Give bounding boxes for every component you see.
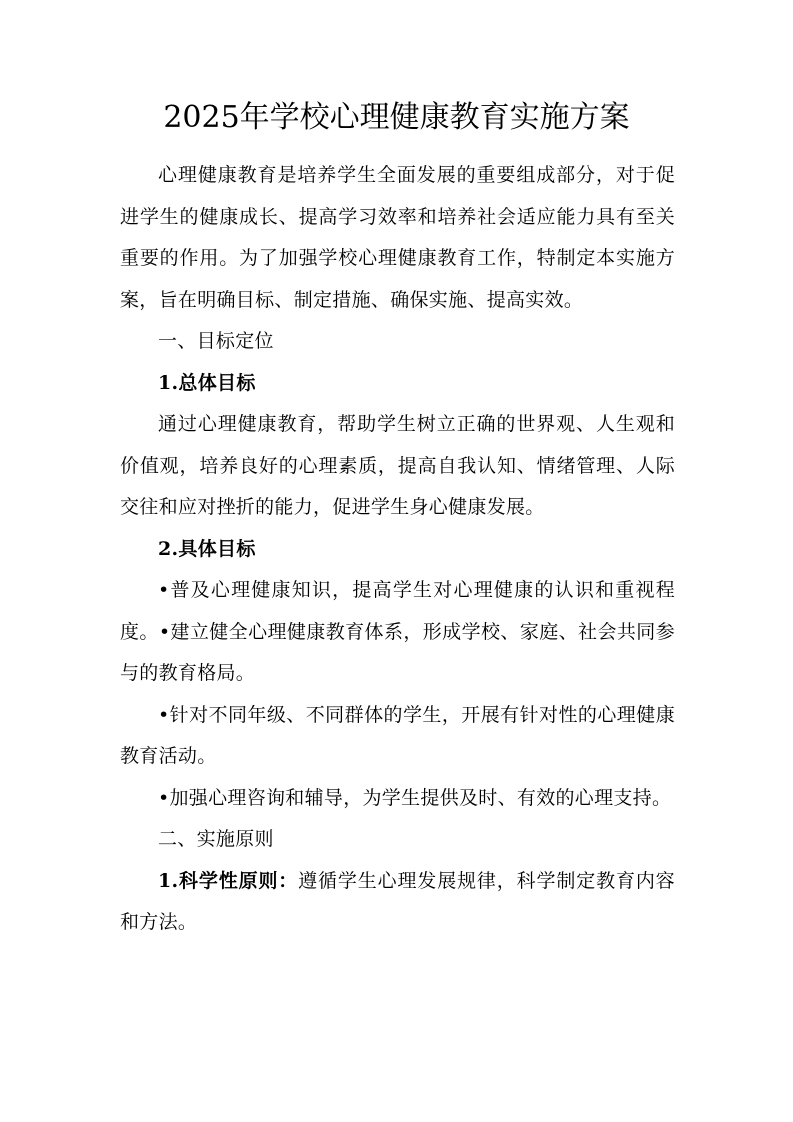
document-title: 2025年学校心理健康教育实施方案 <box>163 100 630 135</box>
subheading-specific-goals: 2.具体目标 <box>158 537 256 560</box>
principle-text: 遵循学生心理发展规律，科学制定教育内容和方法。 <box>120 869 675 933</box>
intro-paragraph: 心理健康教育是培养学生全面发展的重要组成部分，对于促进学生的健康成长、提高学习效率和培养社会适应能力具有至关重要的作用。为了加强学校心理健康教育工作，特制定本实施方案，旨在明确目标、制定措施、确保实施、提高实效。 <box>120 164 675 311</box>
bullet-paragraph-2: •针对不同年级、不同群体的学生，开展有针对性的心理健康教育活动。 <box>120 703 675 767</box>
document-body <box>120 155 675 944</box>
section-heading-goals: 一、目标定位 <box>158 330 274 352</box>
subheading-overall-goal: 1.总体目标 <box>158 371 256 394</box>
section-heading-principles: 二、实施原则 <box>158 828 274 850</box>
principle-label: 1.科学性原则： <box>158 869 299 892</box>
overall-goal-paragraph: 通过心理健康教育，帮助学生树立正确的世界观、人生观和价值观，培养良好的心理素质，提高自我认知、情绪管理、人际交往和应对挫折的能力，促进学生身心健康发展。 <box>120 413 675 518</box>
bullet-paragraph-3: •加强心理咨询和辅导，为学生提供及时、有效的心理支持。 <box>158 786 672 809</box>
bullet-paragraph-1: •普及心理健康知识，提高学生对心理健康的认识和重视程度。•建立健全心理健康教育体系，形成学校、家庭、社会共同参与的教育格局。 <box>120 579 675 684</box>
principle-paragraph-1 <box>120 861 675 944</box>
